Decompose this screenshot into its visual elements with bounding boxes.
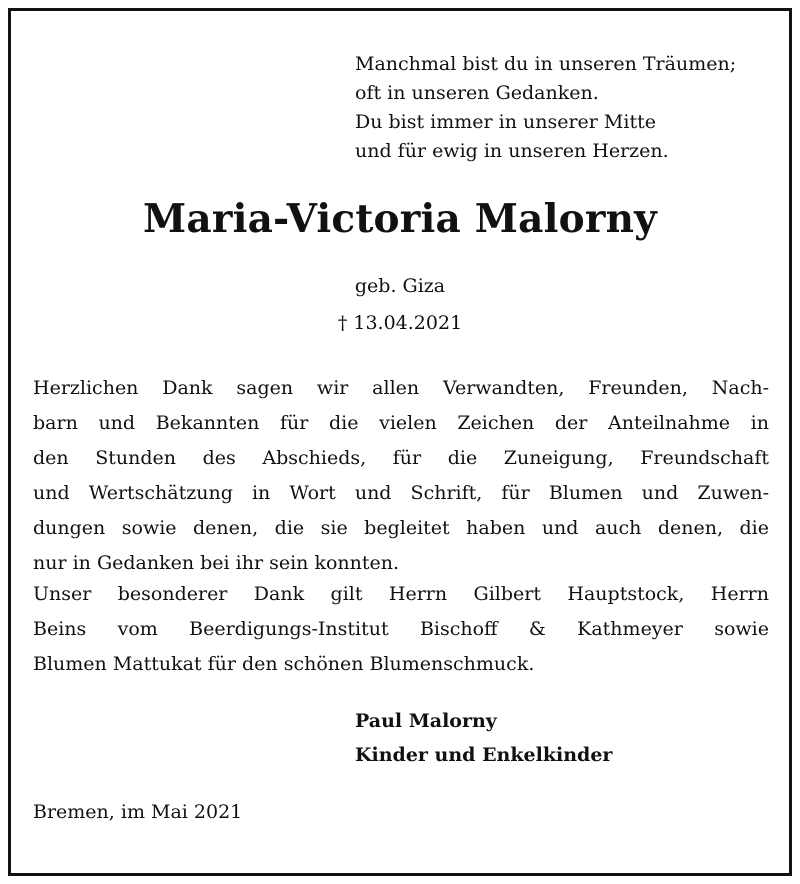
poem-line: oft in unseren Gedanken. (355, 82, 599, 104)
text-line: Beins vom Beerdigungs-Institut Bischoff & Kathmeyer sowie (33, 618, 769, 640)
signature-block (355, 704, 612, 772)
text-line: Herzlichen Dank sagen wir allen Verwandten, Freunden, Nach- (33, 377, 769, 399)
birth-name: geb. Giza (354, 275, 446, 297)
poem-line: Du bist immer in unserer Mitte (355, 111, 656, 133)
text-line: Blumen Mattukat für den schönen Blumenschmuck. (33, 653, 535, 675)
text-line: nur in Gedanken bei ihr sein konnten. (33, 552, 400, 574)
thanks-paragraph-1 (33, 371, 769, 581)
signature-family: Kinder und Enkelkinder (355, 744, 613, 766)
text-line: Unser besonderer Dank gilt Herrn Gilbert Hauptstock, Herrn (33, 583, 769, 605)
text-line: barn und Bekannten für die vielen Zeichen der Anteilnahme in (33, 412, 769, 434)
thanks-paragraph-2 (33, 577, 769, 682)
death-date: † 13.04.2021 (337, 312, 463, 334)
place-date: Bremen, im Mai 2021 (33, 801, 243, 823)
deceased-name: Maria-Victoria Malorny (142, 196, 658, 242)
poem-line: und für ewig in unseren Herzen. (355, 140, 669, 162)
text-line: dungen sowie denen, die sie begleitet haben und auch denen, die (33, 517, 769, 539)
signature-primary: Paul Malorny (355, 710, 497, 732)
text-line: den Stunden des Abschieds, für die Zuneigung, Freundschaft (33, 447, 769, 469)
poem-line: Manchmal bist du in unseren Träumen; (355, 53, 737, 75)
poem (355, 50, 736, 166)
text-line: und Wertschätzung in Wort und Schrift, für Blumen und Zuwen- (33, 482, 769, 504)
